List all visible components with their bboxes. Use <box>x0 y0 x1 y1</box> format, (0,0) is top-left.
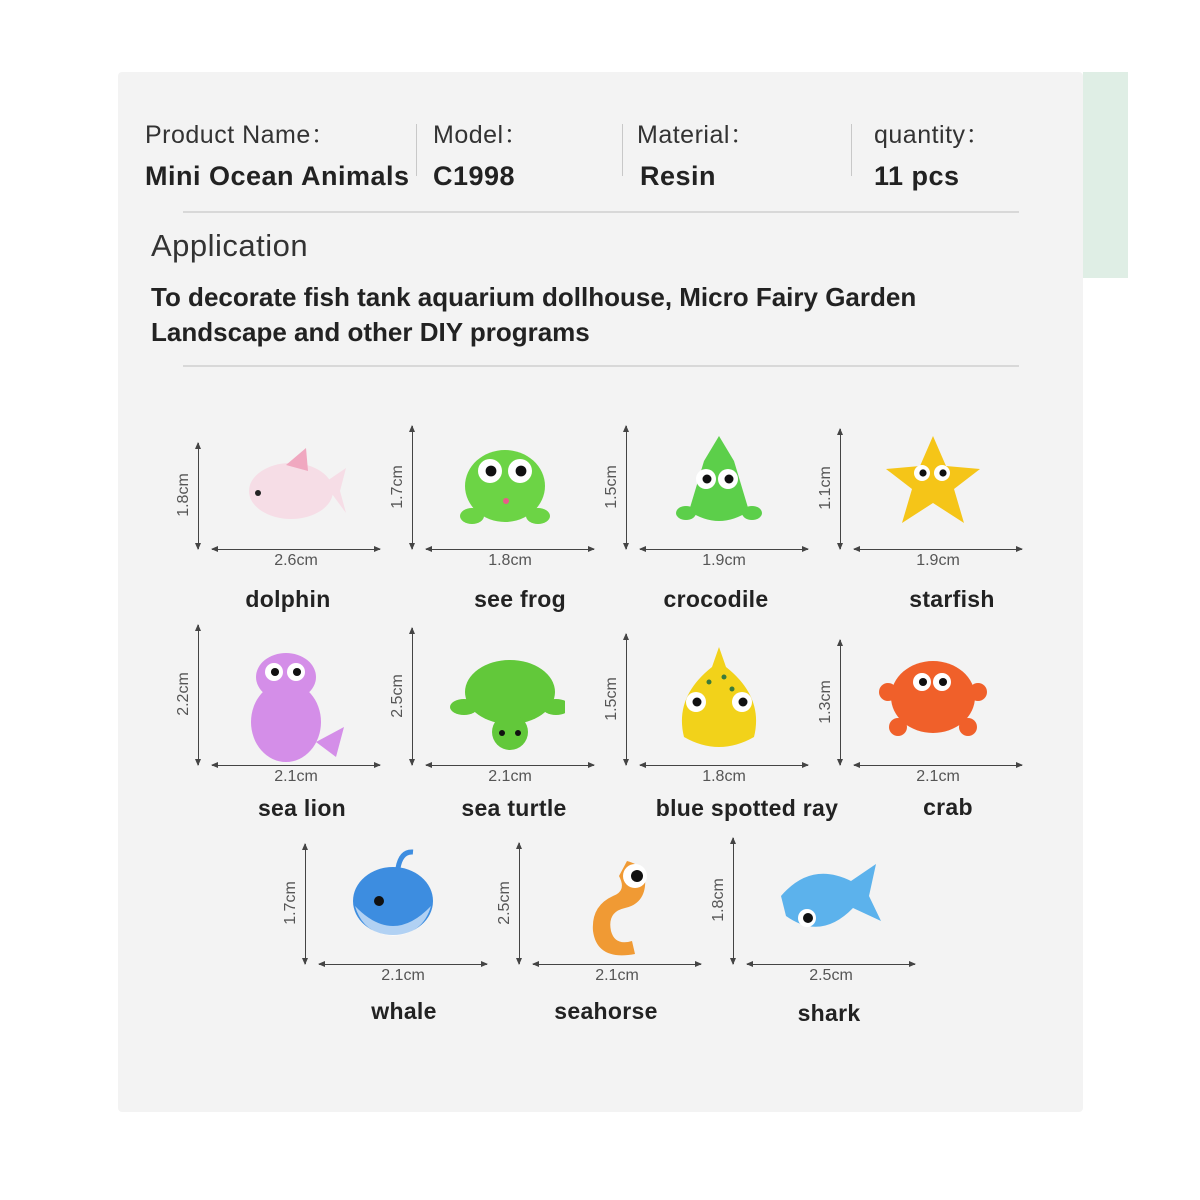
animal-item <box>496 843 734 1024</box>
height-label: 2.5cm <box>389 673 406 718</box>
animal-name: crocodile <box>663 586 769 612</box>
animal-figure <box>664 431 779 551</box>
animal-figure-svg <box>878 431 993 546</box>
width-label: 1.8cm <box>702 768 746 785</box>
animal-name: starfish <box>909 586 995 612</box>
height-dimension-line <box>519 843 520 964</box>
spec-material <box>637 115 755 192</box>
animal-name: blue spotted ray <box>655 795 839 821</box>
width-label: 2.1cm <box>595 967 639 984</box>
animal-name: dolphin <box>245 586 331 612</box>
spec-product-name <box>145 115 410 192</box>
spec-divider <box>851 124 852 176</box>
animal-name: shark <box>797 1000 861 1026</box>
animal-figure-svg <box>236 647 351 762</box>
animal-item <box>389 426 627 612</box>
animal-item <box>603 634 841 821</box>
animal-name: sea turtle <box>461 795 567 821</box>
animal-item <box>175 443 413 612</box>
height-label: 1.1cm <box>817 466 834 510</box>
animal-figure-svg <box>771 846 886 961</box>
height-dimension-line <box>626 426 627 549</box>
animal-figure-svg <box>450 431 565 546</box>
animal-figure-svg <box>878 647 993 762</box>
animal-item <box>817 429 1055 612</box>
width-label: 2.1cm <box>381 967 425 984</box>
spec-value: Resin <box>640 161 717 191</box>
divider-top <box>183 211 1019 213</box>
spec-label: quantity： <box>874 121 992 149</box>
animal-figure-svg <box>343 846 458 961</box>
width-label: 1.9cm <box>702 552 746 569</box>
height-dimension-line <box>840 429 841 549</box>
spec-model <box>433 115 529 192</box>
animal-name: whale <box>371 998 437 1024</box>
accent-strip <box>1083 72 1128 278</box>
width-label: 2.5cm <box>809 967 853 984</box>
animal-figure <box>236 647 351 767</box>
height-label: 1.5cm <box>603 464 620 509</box>
width-label: 2.6cm <box>274 552 318 569</box>
spec-label: Product Name： <box>145 121 337 149</box>
width-label: 2.1cm <box>916 768 960 785</box>
height-dimension-line <box>198 625 199 765</box>
spec-value: Mini Ocean Animals <box>145 161 410 191</box>
spec-value: 11 pcs <box>874 161 960 191</box>
height-label: 1.8cm <box>710 878 727 922</box>
width-label: 1.9cm <box>916 552 960 569</box>
animal-figure <box>878 431 993 551</box>
width-label: 2.1cm <box>488 768 532 785</box>
animal-figure-svg <box>664 647 779 762</box>
spec-label: Material： <box>637 121 756 149</box>
animal-figure-svg <box>450 647 565 762</box>
animal-figure-svg <box>557 846 672 961</box>
animal-item <box>603 426 841 612</box>
animal-figure-svg <box>664 431 779 546</box>
height-label: 1.5cm <box>603 676 620 721</box>
animal-figure <box>450 647 565 767</box>
divider-bottom <box>183 365 1019 367</box>
height-label: 1.8cm <box>175 473 192 517</box>
spec-quantity <box>874 115 991 192</box>
width-label: 1.8cm <box>488 552 532 569</box>
animal-figure <box>236 443 351 563</box>
animal-figure <box>343 846 458 966</box>
animal-figure-svg <box>236 443 351 558</box>
animal-item <box>389 628 627 821</box>
animal-figure <box>664 647 779 767</box>
height-dimension-line <box>412 628 413 765</box>
height-dimension-line <box>733 838 734 964</box>
height-label: 2.2cm <box>175 672 192 716</box>
animal-figure <box>450 431 565 551</box>
animal-name: sea lion <box>257 795 347 821</box>
animal-figure <box>557 846 672 966</box>
height-label: 1.7cm <box>282 881 299 925</box>
animal-item <box>817 640 1055 820</box>
application-text: To decorate fish tank aquarium dollhouse, Micro Fairy Garden Landscape and other DIY programs <box>151 282 917 347</box>
spec-value: C1998 <box>433 161 516 191</box>
height-dimension-line <box>305 844 306 964</box>
spec-label: Model： <box>433 121 530 149</box>
width-label: 2.1cm <box>274 768 318 785</box>
height-label: 1.7cm <box>389 464 406 509</box>
height-dimension-line <box>412 426 413 549</box>
application-title: Application <box>151 228 309 263</box>
animal-figure <box>878 647 993 767</box>
height-dimension-line <box>626 634 627 765</box>
spec-divider <box>416 124 417 176</box>
height-label: 1.3cm <box>817 679 834 724</box>
height-dimension-line <box>840 640 841 765</box>
height-dimension-line <box>198 443 199 549</box>
height-label: 2.5cm <box>496 880 513 925</box>
animal-item <box>710 838 948 1026</box>
animal-name: crab <box>923 794 973 820</box>
animal-item <box>282 844 520 1024</box>
spec-divider <box>622 124 623 176</box>
animal-item <box>175 625 413 821</box>
animal-figure <box>771 846 886 966</box>
animal-name: seahorse <box>554 998 658 1024</box>
animal-name: see frog <box>474 586 566 612</box>
